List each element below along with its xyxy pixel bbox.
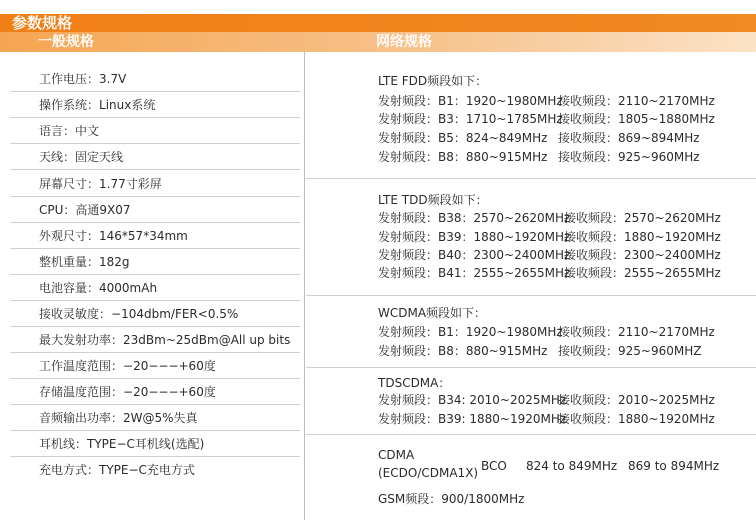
rx-band: 接收频段：1805~1880MHz — [558, 112, 715, 126]
spec-row-charging — [10, 457, 300, 483]
tx-band: 发射频段：B5：824~849MHz — [378, 131, 548, 145]
spec-row-earphone — [10, 431, 300, 457]
lte-tdd-title: LTE TDD频段如下： — [378, 193, 488, 207]
spec-row-battery — [10, 275, 300, 301]
spec-value: 2W@5%失真 — [123, 411, 198, 425]
rx-band: 接收频段：2300~2400MHz — [564, 248, 721, 262]
spec-row-cpu — [10, 197, 300, 223]
rx-band: 接收频段：2570~2620MHz — [564, 211, 721, 225]
cdma-rx-band: 869 to 894MHz — [628, 459, 720, 473]
spec-value: −104dbm/FER<0.5% — [111, 307, 239, 321]
spec-value: TYPE−C充电方式 — [99, 463, 195, 477]
spec-label: 工作电压： — [39, 72, 100, 86]
lte-tdd-section — [306, 179, 756, 296]
spec-label: 屏幕尺寸： — [39, 177, 100, 191]
spec-row-screen — [10, 171, 300, 197]
tx-band: 发射频段：B3：1710~1785MHz — [378, 112, 563, 126]
tx-band: 发射频段：B40：2300~2400MHz — [378, 248, 571, 262]
spec-row-voltage — [10, 66, 300, 92]
spec-label: CPU： — [39, 203, 76, 217]
spec-row-language — [10, 118, 300, 144]
rx-band: 接收频段：2110~2170MHz — [558, 94, 715, 108]
spec-label: 工作温度范围： — [39, 359, 124, 373]
spec-value: 高通9X07 — [75, 203, 131, 217]
spec-label: 存储温度范围： — [39, 385, 124, 399]
tx-band: 发射频段：B8：880~915MHz — [378, 344, 548, 358]
lte-fdd-title: LTE FDD频段如下： — [378, 74, 488, 88]
cdma-gsm-section — [306, 435, 756, 520]
column-divider — [304, 52, 305, 520]
general-specs-heading: 一般规格 — [38, 34, 94, 50]
spec-row-audio-power — [10, 405, 300, 431]
wcdma-section — [306, 296, 756, 368]
spec-row-operating-temp — [10, 353, 300, 379]
spec-label: 音频输出功率： — [39, 411, 124, 425]
spec-row-storage-temp — [10, 379, 300, 405]
spec-label: 整机重量： — [39, 255, 100, 269]
rx-band: 接收频段：925~960MHZ — [558, 344, 702, 358]
spec-value: 1.77寸彩屏 — [99, 177, 162, 191]
spec-value: 固定天线 — [75, 150, 124, 164]
spec-label: 最大发射功率： — [39, 333, 124, 347]
rx-band: 接收频段：1880~1920MHz — [558, 412, 715, 426]
spec-row-weight — [10, 249, 300, 275]
tx-band: 发射频段：B1：1920~1980MHz — [378, 325, 563, 339]
rx-band: 接收频段：869~894MHz — [558, 131, 700, 145]
rx-band: 接收频段：2010~2025MHz — [558, 393, 715, 407]
tdscdma-title: TDSCDMA： — [378, 376, 451, 390]
tdscdma-section — [306, 368, 756, 435]
tx-band: 发射频段：B8：880~915MHz — [378, 150, 548, 164]
spec-label: 外观尺寸： — [39, 229, 100, 243]
cdma-band: BCO — [481, 459, 507, 473]
section-header-bar — [0, 32, 756, 52]
tx-band: 发射频段：B1：1920~1980MHz — [378, 94, 563, 108]
spec-label: 耳机线： — [39, 437, 88, 451]
spec-value: TYPE−C耳机线(选配) — [87, 437, 205, 451]
spec-row-sensitivity — [10, 301, 300, 327]
cdma-subtitle: (ECDO/CDMA1X) — [378, 466, 479, 480]
tx-band: 发射频段：B34: 2010~2025MHz — [378, 393, 567, 407]
spec-row-os — [10, 92, 300, 118]
rx-band: 接收频段：925~960MHz — [558, 150, 700, 164]
tx-band: 发射频段：B38：2570~2620MHz — [378, 211, 571, 225]
cdma-title: CDMA — [378, 448, 415, 462]
spec-value: 23dBm~25dBm@All up bits — [123, 333, 291, 347]
spec-value: 4000mAh — [99, 281, 158, 295]
spec-label: 语言： — [39, 124, 76, 138]
wcdma-title: WCDMA频段如下： — [378, 306, 487, 320]
rx-band: 接收频段：1880~1920MHz — [564, 230, 721, 244]
spec-row-antenna — [10, 144, 300, 170]
cdma-tx-band: 824 to 849MHz — [526, 459, 618, 473]
spec-value: Linux系统 — [99, 98, 156, 112]
tx-band: 发射频段：B39：1880~1920MHz — [378, 230, 571, 244]
spec-value: −20−−−+60度 — [123, 385, 216, 399]
tx-band: 发射频段：B41：2555~2655MHz — [378, 266, 571, 280]
spec-value: 3.7V — [99, 72, 127, 86]
tx-band: 发射频段：B39: 1880~1920MHz — [378, 412, 567, 426]
spec-row-max-power — [10, 327, 300, 353]
spec-value: 146*57*34mm — [99, 229, 188, 243]
rx-band: 接收频段：2110~2170MHz — [558, 325, 715, 339]
spec-value: 中文 — [75, 124, 100, 138]
spec-label: 充电方式： — [39, 463, 100, 477]
lte-fdd-section — [306, 52, 756, 179]
spec-value: −20−−−+60度 — [123, 359, 216, 373]
spec-label: 电池容量： — [39, 281, 100, 295]
spec-row-dimensions — [10, 223, 300, 249]
spec-label: 接收灵敏度： — [39, 307, 112, 321]
gsm-band: GSM频段：900/1800MHz — [378, 492, 525, 506]
network-specs-heading: 网络规格 — [376, 34, 432, 50]
page-title: 参数规格 — [0, 14, 756, 32]
spec-label: 天线： — [39, 150, 76, 164]
spec-label: 操作系统： — [39, 98, 100, 112]
spec-value: 182g — [99, 255, 130, 269]
rx-band: 接收频段：2555~2655MHz — [564, 266, 721, 280]
